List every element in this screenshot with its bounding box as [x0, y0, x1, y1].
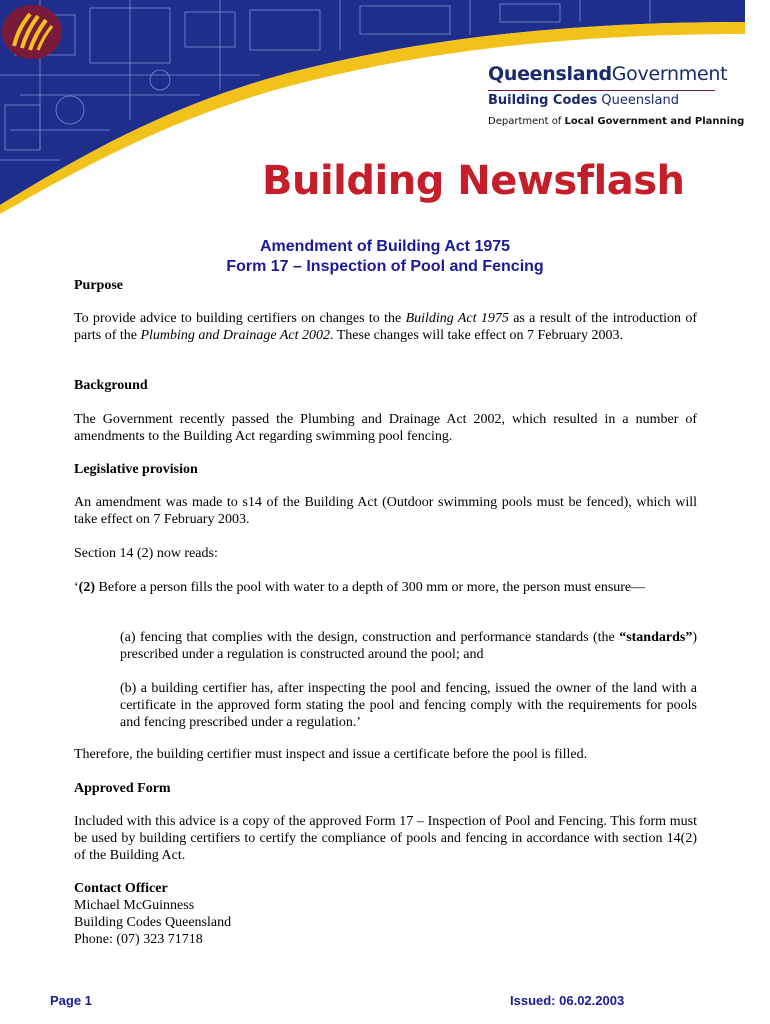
contact-name: Michael McGuinness	[74, 898, 195, 913]
newsflash-title: Building Newsflash	[262, 158, 685, 204]
gov-name: QueenslandGovernment	[488, 63, 728, 85]
approved-form-heading: Approved Form	[74, 781, 171, 796]
contact-org: Building Codes Queensland	[74, 915, 232, 930]
agency-name: Building Codes Queensland	[488, 93, 679, 108]
background-paragraph: The Government recently passed the Plumbing and Drainage Act 2002, which resulted in a number of amendments to the Building Act regarding swimming pool fencing.	[74, 412, 697, 444]
quote-item-a: (a) fencing that complies with the design, construction and performance standards (the “standards”) prescribed under a regulation is constructed around the pool; and	[120, 630, 697, 662]
background-heading: Background	[74, 378, 148, 393]
purpose-heading: Purpose	[74, 278, 123, 293]
header-banner	[0, 0, 770, 215]
contact-phone: Phone: (07) 323 71718	[74, 932, 203, 947]
legislative-heading: Legislative provision	[74, 462, 198, 477]
legislative-paragraph: An amendment was made to s14 of the Building Act (Outdoor swimming pools must be fenced), which will take effect on 7 February 2003.	[74, 495, 697, 527]
approved-form-paragraph: Included with this advice is a copy of the approved Form 17 – Inspection of Pool and Fencing. This form must be used by building certifiers to certify the compliance of pools and fencing in accordance with section 14(2) of the Building Act.	[74, 814, 697, 863]
purpose-paragraph: To provide advice to building certifiers on changes to the Building Act 1975 as a result of the introduction of parts of the Plumbing and Drainage Act 2002. These changes will take effect on 7 February 2003.	[74, 311, 698, 343]
document-title-line2: Form 17 – Inspection of Pool and Fencing	[226, 258, 544, 275]
quote-paragraph: ‘(2) Before a person fills the pool with water to a depth of 300 mm or more, the person must ensure—	[74, 580, 646, 595]
contact-heading: Contact Officer	[74, 881, 168, 896]
department-name: Department of Local Government and Planning	[488, 116, 745, 127]
gov-divider	[488, 90, 715, 91]
quote-item-b: (b) a building certifier has, after inspecting the pool and fencing, issued the owner of the land with a certificate in the approved form stating the pool and fencing comply with the requirements for pools and fencing prescribed under a regulation.’	[120, 681, 697, 730]
conclusion-paragraph: Therefore, the building certifier must inspect and issue a certificate before the pool is filled.	[74, 747, 588, 762]
issued-date: Issued: 06.02.2003	[510, 993, 625, 1008]
section-reads: Section 14 (2) now reads:	[74, 546, 218, 561]
queensland-crest-icon	[0, 0, 64, 64]
document-title-line1: Amendment of Building Act 1975	[259, 238, 511, 255]
page-number: Page 1	[50, 993, 92, 1008]
